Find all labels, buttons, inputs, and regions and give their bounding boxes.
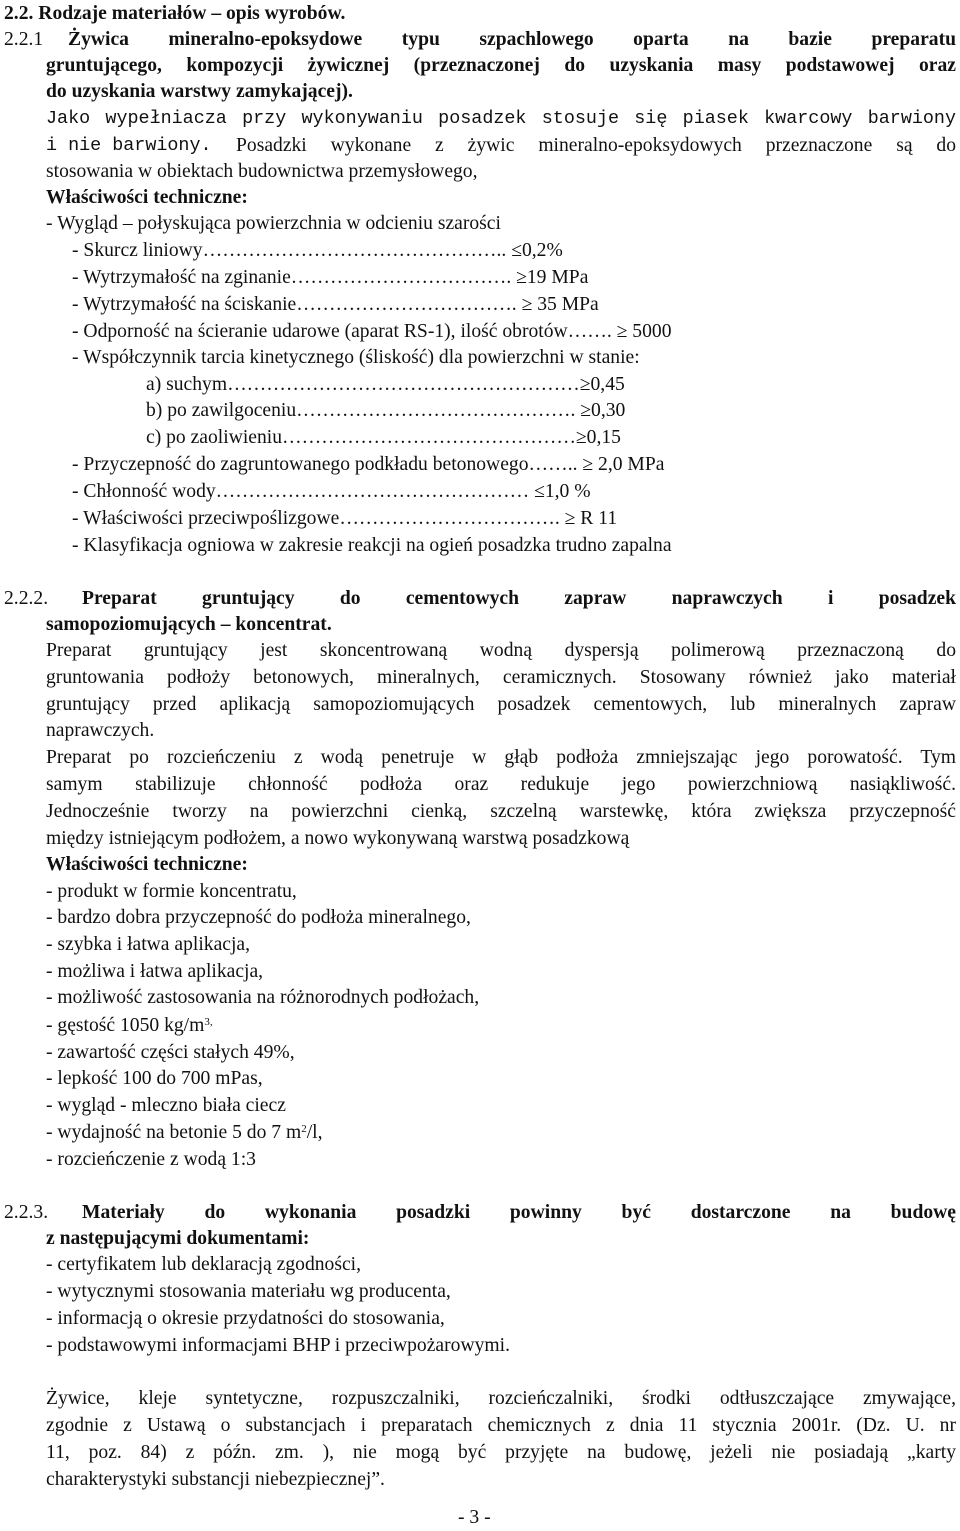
subsection-title-223-line2: z następującymi dokumentami: <box>46 1228 310 1249</box>
prop222-appearance: - wygląd - mleczno biała ciecz <box>46 1095 286 1116</box>
para1-line4: naprawczych. <box>46 720 155 741</box>
prop222-density <box>46 1013 213 1039</box>
usage-line2: stosowania w obiektach budownictwa przemysłowego, <box>46 161 478 182</box>
filler-line1: Jako wypełniacza przy wykonywaniu posadzek stosuje się piasek kwarcowy barwiony <box>46 108 956 129</box>
page-number: - 3 - <box>458 1507 491 1528</box>
prop222-yield-sup: 2 <box>301 1123 307 1135</box>
closing-line4: charakterystyki substancji niebezpiecznej”. <box>46 1469 385 1490</box>
subsection-number-222: 2.2.2. <box>4 588 49 609</box>
prop-bending-strength: - Wytrzymałość na zginanie……………………………. ≥19 MPa <box>72 267 589 288</box>
para2-line2: samym stabilizuje chłonność podłoża oraz redukuje jego powierzchniową nasiąkliwość. <box>46 774 956 795</box>
closing-line1: Żywice, kleje syntetyczne, rozpuszczalniki, rozcieńczalniki, środki odtłuszczające zmywające, <box>46 1388 956 1409</box>
prop-fire-class: - Klasyfikacja ogniowa w zakresie reakcji na ogień posadzka trudno zapalna <box>72 535 672 556</box>
subsection-title-223-line1: Materiały do wykonania posadzki powinny być dostarczone na budowę <box>82 1202 956 1223</box>
prop222-viscosity: - lepkość 100 do 700 mPas, <box>46 1068 263 1089</box>
prop222-concentrate: - produkt w formie koncentratu, <box>46 881 297 902</box>
para1-line1: Preparat gruntujący jest skoncentrowaną wodną dyspersją polimerową przeznaczoną do <box>46 640 956 661</box>
filler-line2: i nie barwiony. <box>46 135 212 156</box>
props-heading-222: Właściwości techniczne: <box>46 854 248 875</box>
props-heading-221: Właściwości techniczne: <box>46 187 248 208</box>
prop-antislip: - Właściwości przeciwpoślizgowe……………………………. ≥ R 11 <box>72 508 618 529</box>
prop-friction-dry: a) suchym………………………………………………≥0,45 <box>146 374 625 395</box>
prop-water-absorption: - Chłonność wody………………………………………… ≤1,0 % <box>72 481 591 502</box>
prop222-quick-application: - szybka i łatwa aplikacja, <box>46 934 251 955</box>
usage-line1: Posadzki wykonane z żywic mineralno-epoksydowych przeznaczone są do <box>236 135 956 156</box>
doc-item-safety: - podstawowymi informacjami BHP i przeciwpożarowymi. <box>46 1335 510 1356</box>
prop-appearance: - Wygląd – połyskująca powierzchnia w odcieniu szarości <box>46 213 501 234</box>
prop222-dilution: - rozcieńczenie z wodą 1:3 <box>46 1149 256 1170</box>
subsection-title-221-line1: Żywica mineralno-epoksydowe typu szpachlowego oparta na bazie preparatu <box>68 29 956 50</box>
prop222-yield-tail: /l, <box>306 1122 323 1143</box>
prop222-solids: - zawartość części stałych 49%, <box>46 1042 295 1063</box>
prop-friction: - Współczynnik tarcia kinetycznego (śliskość) dla powierzchni w stanie: <box>72 347 640 368</box>
para2-line1: Preparat po rozcieńczeniu z wodą penetruje w głąb podłoża zmniejszając jego porowatość. Tym <box>46 747 956 768</box>
prop-abrasion: - Odporność na ścieranie udarowe (aparat RS-1), ilość obrotów……. ≥ 5000 <box>72 321 672 342</box>
prop-shrinkage: - Skurcz liniowy……………………………………….. ≤0,2% <box>72 240 563 261</box>
prop222-easy-application: - możliwa i łatwa aplikacja, <box>46 961 264 982</box>
prop222-yield <box>46 1120 323 1146</box>
subsection-title-221-line3: do uzyskania warstwy zamykającej). <box>46 81 353 102</box>
prop222-density-text: - gęstość 1050 kg/m <box>46 1015 205 1036</box>
doc-item-guidelines: - wytycznymi stosowania materiału wg producenta, <box>46 1281 451 1302</box>
para1-line2: gruntowania podłoży betonowych, mineralnych, ceramicznych. Stosowany również jako materiał <box>46 667 956 688</box>
para2-line3: Jednocześnie tworzy na powierzchni cienką, szczelną warstewkę, która zwiększa przyczepność <box>46 801 956 822</box>
prop222-substrates: - możliwość zastosowania na różnorodnych podłożach, <box>46 987 480 1008</box>
subsection-title-221-line2: gruntującego, kompozycji żywicznej (przeznaczonej do uzyskania masy podstawowej oraz <box>46 55 956 76</box>
subsection-number-221: 2.2.1 <box>4 29 44 50</box>
section-heading: 2.2. Rodzaje materiałów – opis wyrobów. <box>4 3 346 24</box>
prop222-adhesion: - bardzo dobra przyczepność do podłoża mineralnego, <box>46 907 471 928</box>
prop222-density-sup: 3, <box>204 1016 213 1028</box>
closing-line2: zgodnie z Ustawą o substancjach i preparatach chemicznych z dnia 11 stycznia 2001r. (Dz. U. nr <box>46 1415 956 1436</box>
prop-adhesion: - Przyczepność do zagruntowanego podkładu betonowego…….. ≥ 2,0 MPa <box>72 454 665 475</box>
doc-item-shelf-life: - informacją o okresie przydatności do stosowania, <box>46 1308 445 1329</box>
subsection-number-223: 2.2.3. <box>4 1202 49 1223</box>
doc-item-certificate: - certyfikatem lub deklaracją zgodności, <box>46 1254 361 1275</box>
para1-line3: gruntujący przed aplikacją samopoziomujących posadzek cementowych, lub mineralnych zapraw <box>46 694 956 715</box>
prop-compressive-strength: - Wytrzymałość na ściskanie……………………………. ≥ 35 MPa <box>72 294 599 315</box>
prop-friction-oil: c) po zaoliwieniu………………………………………≥0,15 <box>146 427 621 448</box>
subsection-title-222-line2: samopoziomujących – koncentrat. <box>46 614 332 635</box>
para2-line4: między istniejącym podłożem, a nowo wykonywaną warstwą posadzkową <box>46 828 630 849</box>
closing-line3: 11, poz. 84) z późn. zm. ), nie mogą być przyjęte na budowę, jeżeli nie posiadają „karty <box>46 1442 956 1463</box>
prop-friction-wet: b) po zawilgoceniu……………………………………. ≥0,30 <box>146 400 626 421</box>
subsection-title-222-line1: Preparat gruntujący do cementowych zapraw naprawczych i posadzek <box>82 588 956 609</box>
prop222-yield-text: - wydajność na betonie 5 do 7 m <box>46 1122 302 1143</box>
